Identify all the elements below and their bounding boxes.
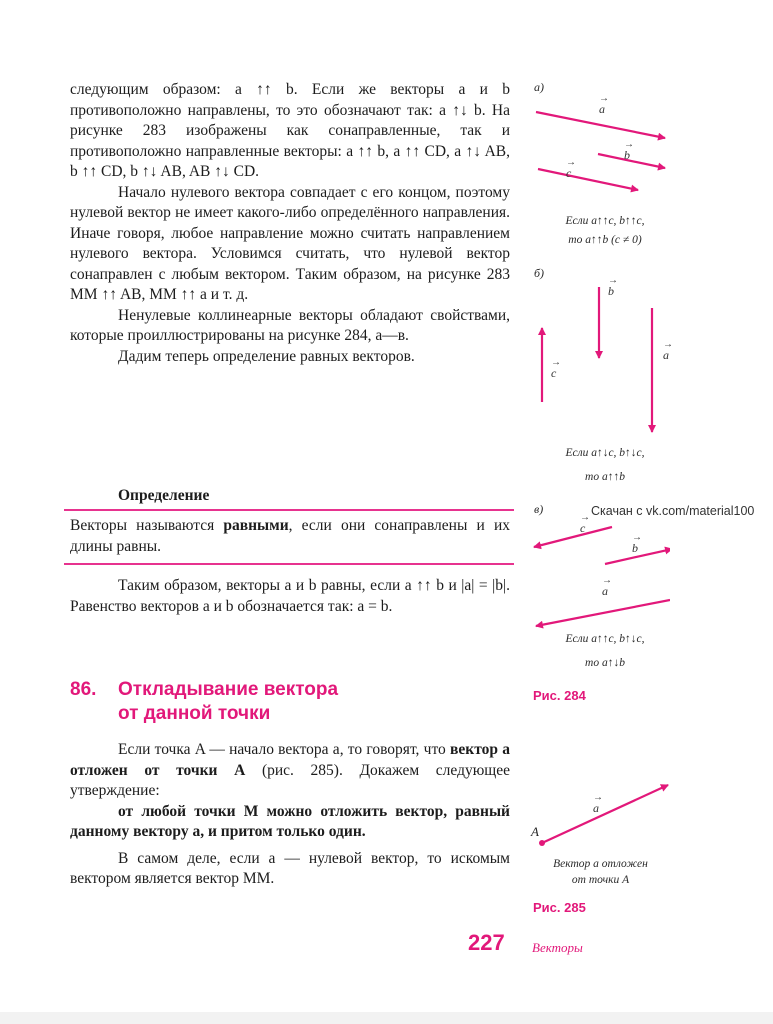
definition-bottom-rule [64,563,514,565]
paragraph-6-pre: Если точка A — начало вектора a, то говорят, что [118,741,451,758]
fig-v-vector-a [536,600,670,626]
fig-a-caption-1: Если a↑↑c, b↑↑c, [565,215,645,227]
main-text-column [70,80,510,367]
paragraph-6-post: (рис. 285). Докажем следующее утверждение: [70,761,510,799]
fig-v-vec-c-label: → c [580,521,585,536]
fig285-point-label: A [531,824,539,839]
fig-a-vec-c-label: → c [566,166,571,181]
paragraph-7: В самом деле, если a — нулевой вектор, то искомым вектором является вектор MM. [70,849,510,887]
fig-b-caption-2: то a↑↑b [585,471,625,483]
fig-b-vec-c-label: → c [551,366,556,381]
paragraph-5: Таким образом, векторы a и b равны, если a ↑↑ b и |a| = |b|. Равенство векторов a и b обозначается так: a = b. [70,577,510,615]
fig285-vec-a-label: → a [593,801,599,816]
chapter-title: Векторы [532,940,583,955]
fig-v-vector-c [534,527,612,547]
figure-285-caption: Рис. 285 [533,900,586,915]
section-number: 86. [70,679,97,700]
fig-v-caption-1: Если a↑↑c, b↑↓c, [565,633,645,645]
fig285-vector-a [542,785,668,843]
equality-paragraph-block [70,576,510,617]
fig285-point-a [539,840,545,846]
paragraph-1: следующим образом: a ↑↑ b. Если же векторы a и b противоположно направлены, то это обозначают так: a ↑↓ b. На рисунке 283 изображены как сонаправленные, так и противоположно направленные векторы: a ↑↑ b, a ↑↑ CD, a ↑↓ AB, b ↑↑ CD, b ↑↓ AB, AB ↑↓ CD. [70,81,510,180]
watermark-text: Скачан с vk.com/material100 [591,504,755,518]
fig-a-vector-c [538,169,638,190]
section-title-line-1: Откладывание вектора [118,679,339,700]
fig-a-vec-b-label: → b [624,148,630,163]
fig285-caption-2: от точки A [571,874,630,886]
fig-v-label: в) [534,502,544,516]
definition-pre: Векторы называются [70,517,224,534]
fig-a-label: а) [534,80,544,94]
paragraph-4: Дадим теперь определение равных векторов. [118,347,415,365]
figure-284-caption: Рис. 284 [533,688,586,703]
definition-top-rule [64,509,514,511]
theorem-statement: от любой точки M можно отложить вектор, равный данному вектору a, и притом только один. [70,802,510,840]
paragraph-2: Начало нулевого вектора совпадает с его концом, поэтому нулевой вектор не имеет какого-либо определённого направления. Иначе говоря, любое направление можно считать направлением нулевого вектора. Условимся считать, что нулевой вектор сонаправлен с любым вектором. Таким образом, на рисунке 283 MM ↑↑ AB, MM ↑↑ a и т. д. [70,183,510,303]
fig-v-vec-a-label: → a [602,584,608,599]
fig-a-vector-b [598,154,665,168]
bottom-bar [0,1012,773,1024]
fig-b-vec-a-label: → a [663,348,669,363]
fig-b-caption-1: Если a↑↓c, b↑↓c, [565,447,645,459]
fig-a-caption-2: то a↑↑b (c ≠ 0) [568,234,642,246]
definition-post: , если они сонаправлены и их длины равны. [70,517,510,555]
definition-term: равными [223,517,289,534]
fig-b-label: б) [534,266,545,280]
fig-v-vec-b-label: → b [632,541,638,556]
fig-a-vec-a-label: → a [599,102,605,117]
section-text [70,740,510,890]
fig-b-vec-b-label: → b [608,284,614,299]
page-number: 227 [468,930,505,955]
definition-title: Определение [118,487,210,504]
paragraph-3: Ненулевые коллинеарные векторы обладают свойствами, которые проиллюстрированы на рисунке 284, а—в. [70,306,510,344]
paragraph-6-bold: вектор a отложен от точки A [70,741,510,779]
figure-vectors [520,70,670,910]
definition-text [70,516,510,557]
fig285-caption-1: Вектор a отложен [553,858,648,870]
section-title-line-2: от данной точки [118,703,271,724]
fig-v-caption-2: то a↑↓b [585,657,625,669]
